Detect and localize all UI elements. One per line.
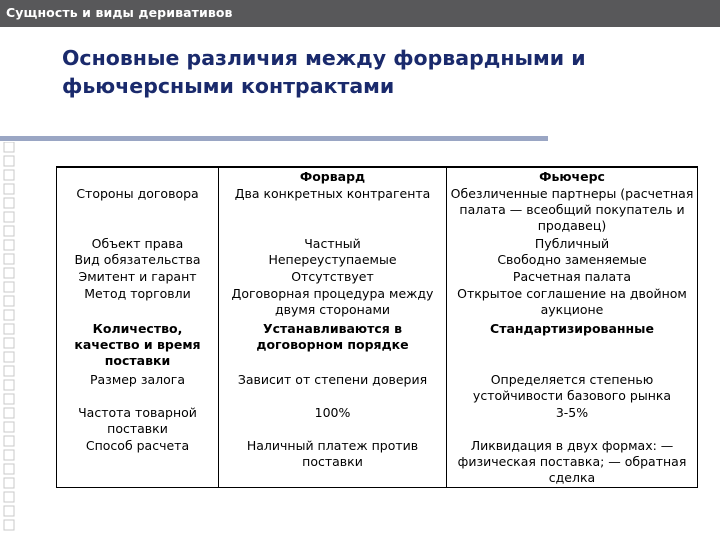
forward-cell: Устанавливаются в договорном порядке bbox=[256, 321, 409, 352]
decor-square bbox=[4, 478, 14, 488]
forward-cell: Два конкретных контрагента bbox=[234, 186, 431, 201]
column-futures bbox=[447, 168, 697, 487]
decor-square bbox=[4, 352, 14, 362]
row-label: Эмитент и гарант bbox=[78, 269, 197, 284]
decor-square bbox=[4, 422, 14, 432]
forward-cell: Частный bbox=[304, 236, 361, 251]
forward-cell: Отсутствует bbox=[291, 269, 374, 284]
futures-cell: 3-5% bbox=[555, 405, 589, 420]
row-label: Вид обязательства bbox=[74, 252, 201, 267]
decor-square bbox=[4, 240, 14, 250]
decor-square bbox=[4, 408, 14, 418]
decor-square bbox=[4, 142, 14, 152]
decor-square bbox=[4, 226, 14, 236]
decor-square bbox=[4, 198, 14, 208]
column-header-forward: Форвард bbox=[299, 169, 366, 184]
decor-square bbox=[4, 296, 14, 306]
row-label: Стороны договора bbox=[76, 186, 199, 201]
decor-square bbox=[4, 492, 14, 502]
decorative-squares bbox=[0, 142, 56, 542]
row-label: Объект права bbox=[91, 236, 184, 251]
futures-cell: Открытое соглашение на двойном аукционе bbox=[457, 286, 687, 317]
row-label: Метод торговли bbox=[84, 286, 191, 301]
forward-cell: Наличный платеж против поставки bbox=[246, 438, 419, 469]
decor-square bbox=[4, 450, 14, 460]
futures-cell: Публичный bbox=[534, 236, 610, 251]
decor-square bbox=[4, 380, 14, 390]
decor-square bbox=[4, 520, 14, 530]
decor-square bbox=[4, 310, 14, 320]
forward-cell: Зависит от степени доверия bbox=[237, 372, 428, 387]
futures-cell: Определяется степенью устойчивости базового рынка bbox=[472, 372, 672, 403]
futures-cell: Расчетная палата bbox=[512, 269, 632, 284]
column-header-futures: Фьючерс bbox=[539, 169, 605, 184]
decor-square bbox=[4, 156, 14, 166]
decor-square bbox=[4, 394, 14, 404]
forward-cell: 100% bbox=[314, 405, 351, 420]
futures-cell: Ликвидация в двух формах: — физическая поставка; — обратная сделка bbox=[457, 438, 687, 485]
decor-square bbox=[4, 338, 14, 348]
futures-cell: Свободно заменяемые bbox=[497, 252, 647, 267]
futures-cell: Стандартизированные bbox=[490, 321, 654, 336]
row-label: Количество, качество и время поставки bbox=[74, 321, 201, 368]
decor-square bbox=[4, 212, 14, 222]
decor-square bbox=[4, 436, 14, 446]
decor-square bbox=[4, 366, 14, 376]
decor-square bbox=[4, 184, 14, 194]
futures-cell: Обезличенные партнеры (расчетная палата — всеобщий покупатель и продавец) bbox=[450, 186, 694, 233]
decor-square bbox=[4, 324, 14, 334]
decor-square bbox=[4, 268, 14, 278]
column-criteria bbox=[57, 168, 219, 487]
column-forward bbox=[219, 168, 447, 487]
forward-cell: Непереуступаемые bbox=[268, 252, 397, 267]
decor-square bbox=[4, 254, 14, 264]
comparison-table bbox=[56, 166, 698, 488]
slide-title: Основные различия между форвардными и фьючерсными контрактами bbox=[62, 46, 586, 98]
row-label: Размер залога bbox=[89, 372, 186, 387]
row-label: Способ расчета bbox=[85, 438, 190, 453]
title-divider bbox=[0, 136, 548, 141]
decor-square bbox=[4, 506, 14, 516]
decor-square bbox=[4, 170, 14, 180]
row-label: Частота товарной поставки bbox=[78, 405, 197, 436]
forward-cell: Договорная процедура между двумя сторонами bbox=[231, 286, 434, 317]
decor-square bbox=[4, 282, 14, 292]
decor-square bbox=[4, 464, 14, 474]
section-title: Сущность и виды деривативов bbox=[6, 5, 233, 20]
top-bar bbox=[0, 0, 720, 27]
